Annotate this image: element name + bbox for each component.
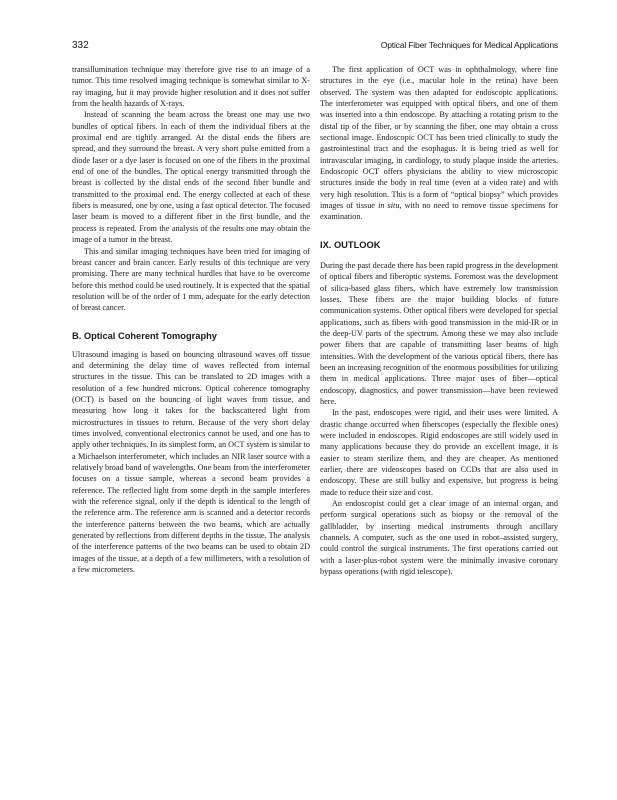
paragraph: Ultrasound imaging is based on bouncing ultrasound waves off tissue and determining the delay time of waves reflected from internal structures in the tissue. This can be translated to 2D images with a resolution of a few hundred microns. Optical coherence tomography (OCT) is based on the bouncing of light waves from tissue, and measuring how long it takes for the backscattered light from microstructures in tissues to return. Because of the very short delay times involved, conventional electronics cannot be used, and one has to apply other techniques. In its simplest form, an OCT system is similar to a Michaelson interferometer, which includes an NIR laser source with a relatively broad band of wavelengths. One beam from the interferometer focuses on a tissue sample, whereas a second beam provides a reference. The reflected light from some depth in the sample interferes with the reference signal, only if the depth is identical to the length of the reference arm. The reference arm is scanned and a detector records the interference patterns between the two beams, which are actually generated by reflections from different depths in the tissue. The analysis of the interference patterns of the two beams can be used to obtain 2D images of the tissue, at a depth of a few millimeters, with a resolution of a few micrometers. [72, 349, 310, 575]
paragraph: In the past, endoscopes were rigid, and their uses were limited. A drastic change occurred when fiberscopes (especially the flexible ones) were included in endoscopes. Rigid endoscopes are still widely used in many applications because they do provide an excellent image, it is easier to steam sterilize them, and they are cheaper. As mentioned earlier, there are videoscopes based on CCDs that are also used in endoscopy. These are still bulky and expensive, but progress is being made to reduce their size and cost. [320, 408, 558, 497]
paragraph: An endoscopist could get a clear image of an internal organ, and perform surgical operations such as biopsy or the removal of the gallbladder, by inserting medical instruments through ancillary channels. A computer, such as the one used in robot–assisted surgery, could control the surgical instruments. The first operations carried out with a laser-plus-robot system were the minimally invasive coronary bypass operations (with rigid telescope). [320, 499, 558, 577]
paragraph [320, 64, 558, 223]
page-number: 332 [72, 40, 89, 51]
paragraph: This and similar imaging techniques have been tried for imaging of breast cancer and brain cancer. Early results of this technique are very promising. There are many technical hurdles that have to be overcome before this method could be used routinely. It is expected that the spatial resolution will be of the order of 1 mm, adequate for the early detection of breast cancer. [72, 246, 310, 313]
paragraph-text: The first application of OCT was in ophthalmology, where fine structures in the eye (i.e., macular hole in the retina) have been observed. The system was then adapted for endoscopic applications. The interferometer was equipped with optical fibers, and one of them was inserted into a thin endoscope. By attaching a rotating prism to the distal tip of the fiber, or by scanning the fiber, one may obtain a cross sectional image. Endoscopic OCT has been tried clinically to study the gastrointestinal tract and the esophagus. It is being tried as well for intravascular imaging, in cardiology, to study plaque inside the arteries. Endoscopic OCT offers physicians the ability to view microscopic structures inside the body in real time (even at a video rate) and with very high resolution. This is a form of “optical biopsy” which provides images of tissue [320, 65, 558, 211]
paragraph: During the past decade there has been rapid progress in the development of optical fibers and fiberoptic systems. Foremost was the development of silica-based glass fibers, which have extremely low transmission losses. These fibers are the major building blocks of future communication systems. Other optical fibers were developed for special applications, such as fibers with good transmission in the mid-IR or in the deep-UV parts of the spectrum. Among these we may also include power fibers that are capable of transmitting laser beams of high intensities. With the development of the various optical fibers, there has been an increasing recognition of the enormous possibilities for utilizing them in medical applications. Three major uses of fiber—optical endoscopy, diagnostics, and power transmission—have been reviewed here. [320, 260, 558, 406]
running-title: Optical Fiber Techniques for Medical Applications [380, 40, 558, 50]
section-heading: B. Optical Coherent Tomography [72, 330, 217, 341]
paragraph: Instead of scanning the beam across the breast one may use two bundles of optical fibers. In each of them the individual fibers at the proximal end are tightly arranged. At the distal ends the fibers are spread, and they surround the breast. A very short pulse emitted from a diode laser or a dye laser is focused on one of the fibers in the proximal end of one of the bundles. The optical energy transmitted through the breast is collected by the distal ends of the second fiber bundle and transmitted to the proximal end. The energy collected at each of these fibers is measured, one by one, using a fast optical detector. The focused laser beam is moved to a different fiber in the first bundle, and the process is repeated. From the analysis of the results one may obtain the image of a tumor in the breast. [72, 110, 310, 245]
paragraph: transillumination technique may therefore give rise to an image of a tumor. This time resolved imaging technique is somewhat similar to X-ray imaging, but it may provide higher resolution and it does not suffer from the health hazards of X-rays. [72, 65, 310, 109]
italic-term: in situ [378, 201, 400, 211]
left-column [72, 64, 310, 575]
page-header [72, 40, 558, 54]
paragraph-text-end: , with no need to remove tissue specimens for examination. [320, 201, 558, 222]
section-heading: IX. OUTLOOK [320, 239, 381, 250]
right-column [320, 64, 558, 577]
